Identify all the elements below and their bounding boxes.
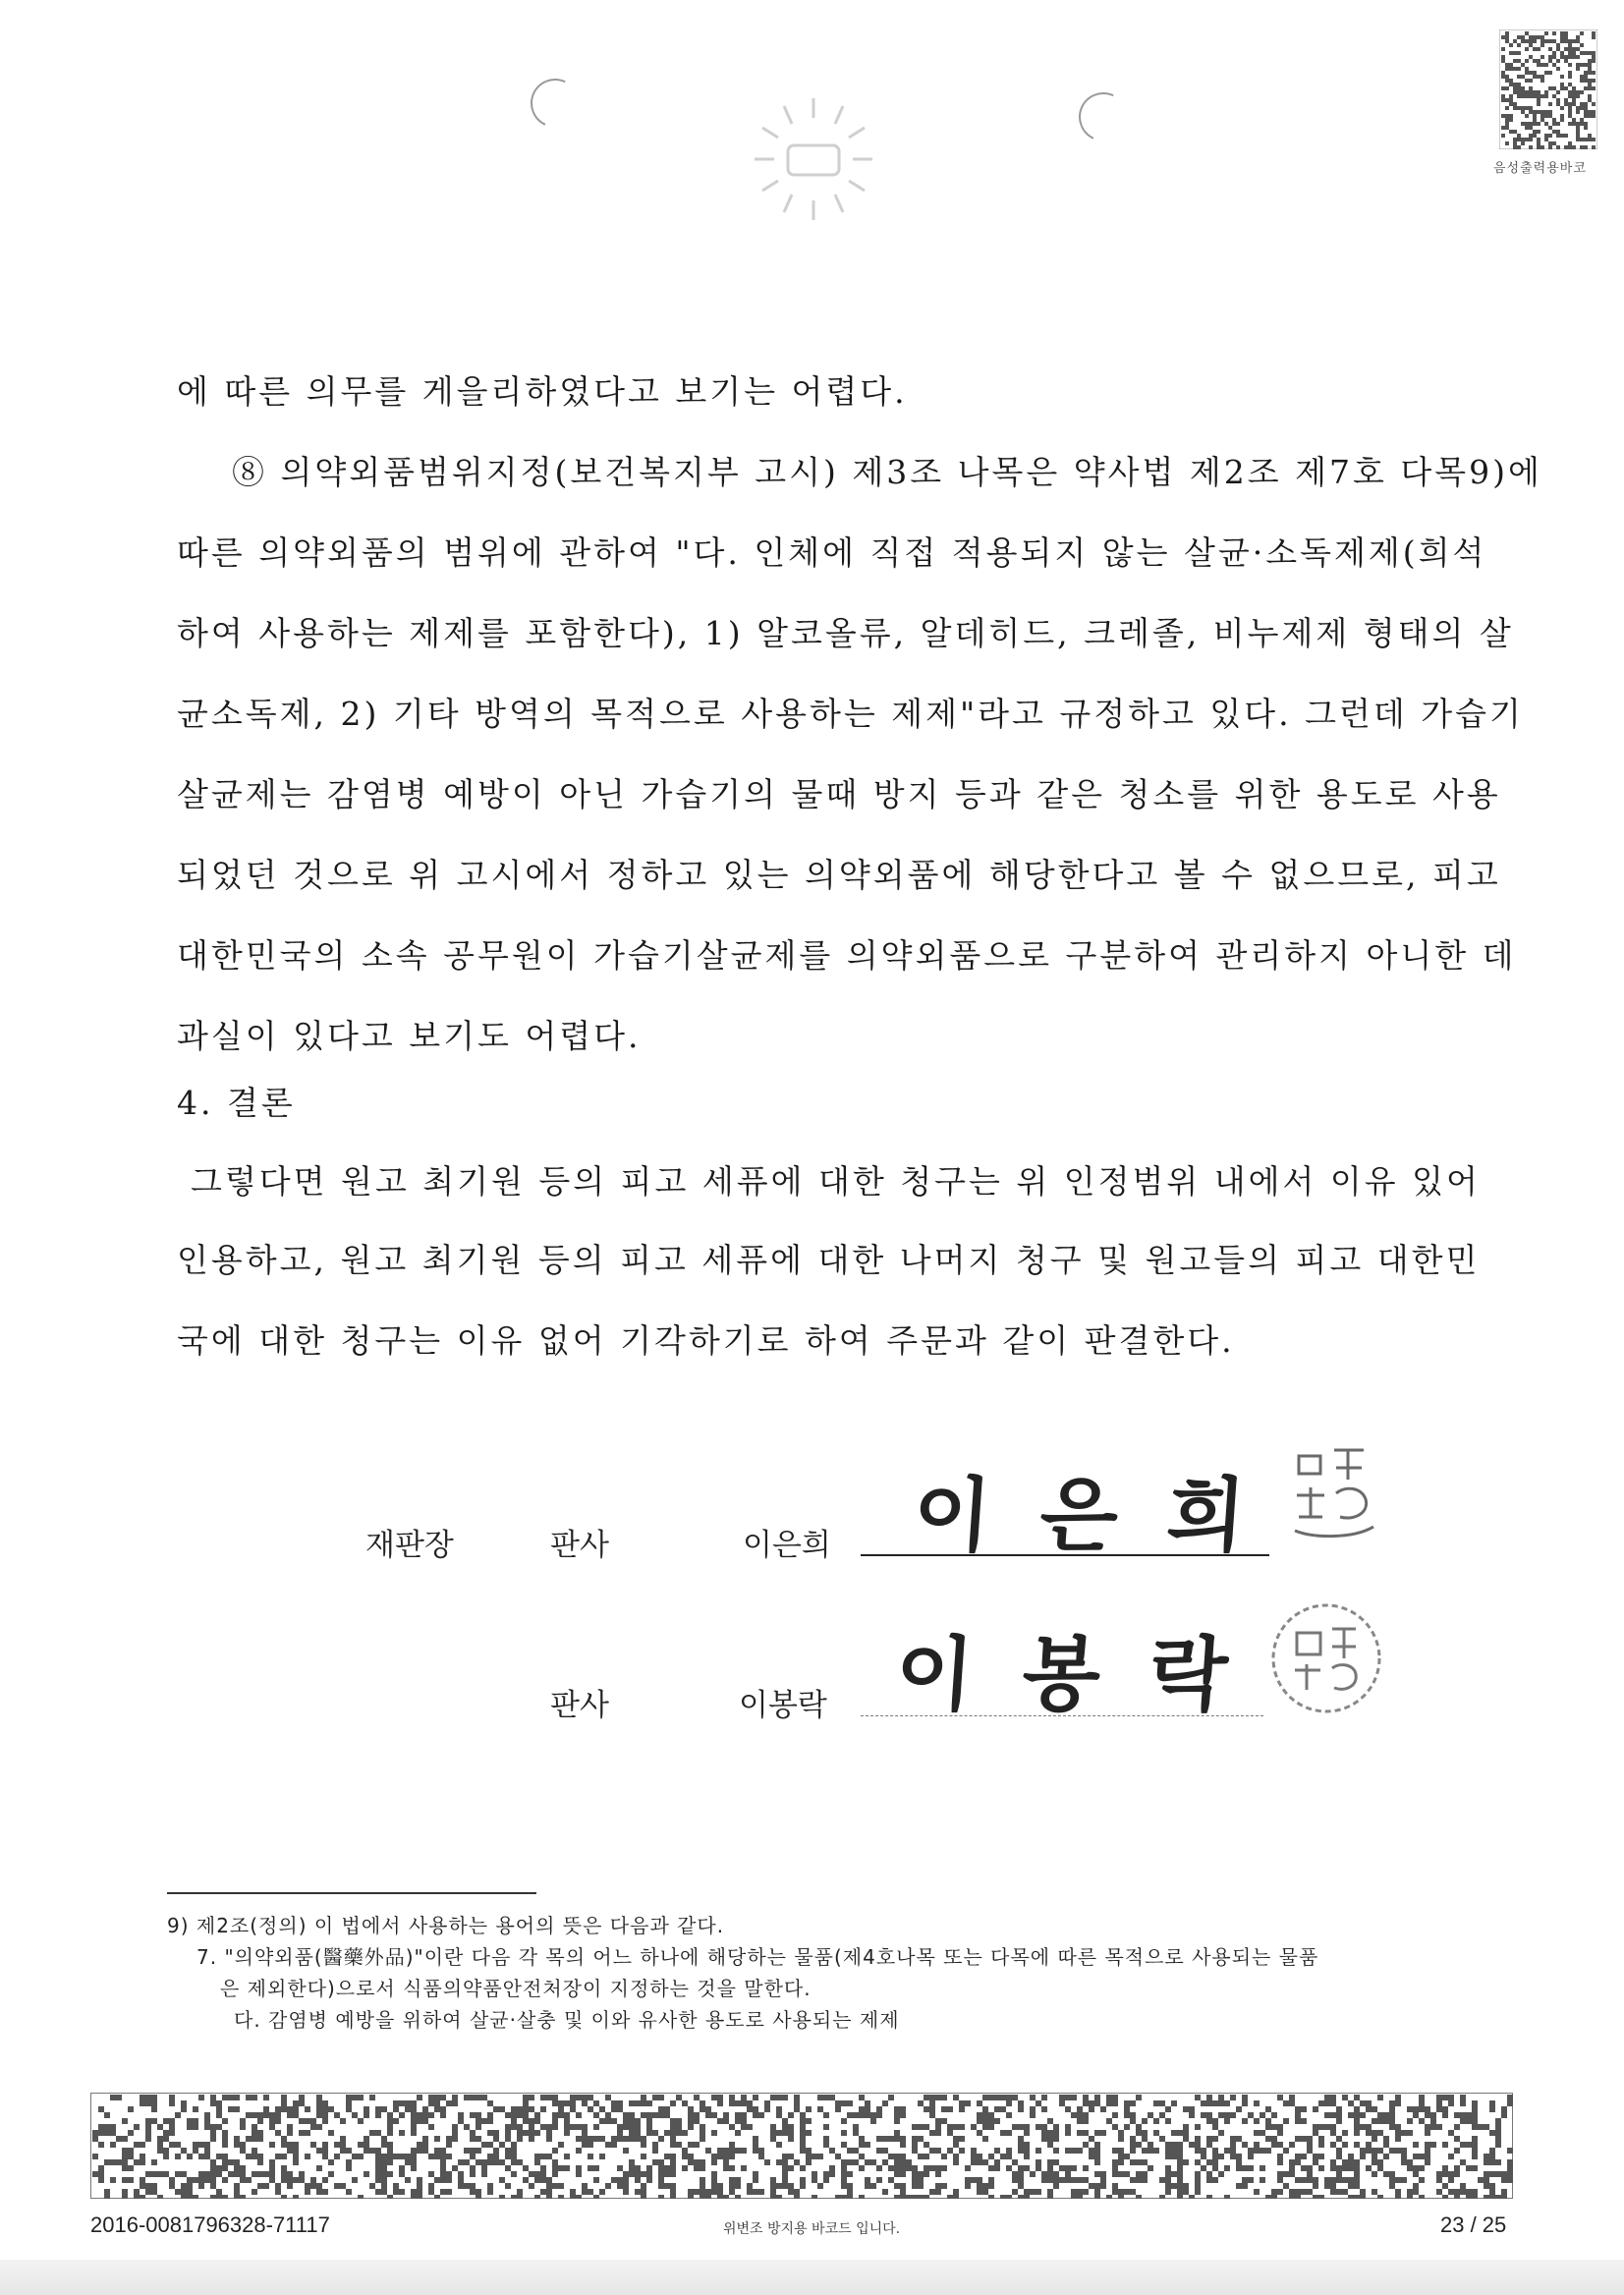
body-line-12: 인용하고, 원고 최기원 등의 피고 세퓨에 대한 나머지 청구 및 원고들의 피고 대한민 bbox=[177, 1241, 1481, 1279]
signature-line-2 bbox=[861, 1715, 1263, 1716]
document-id: 2016-0081796328-71117 bbox=[90, 2212, 330, 2237]
barcode-notice: 위변조 방지용 바코드 입니다. bbox=[723, 2221, 901, 2237]
body-line-8: 대한민국의 소속 공무원이 가습기살균제를 의약외품으로 구분하여 관리하지 아니한 데 bbox=[177, 936, 1517, 975]
footnote-line-2: 7. "의약외품(醫藥外品)"이란 다음 각 목의 어느 하나에 해당하는 물품(제4호나목 또는 다목에 따른 목적으로 사용되는 물품 bbox=[196, 1945, 1319, 1969]
court-emblem-watermark bbox=[745, 88, 882, 236]
body-line-1: 에 따른 의무를 게을리하였다고 보기는 어렵다. bbox=[177, 372, 908, 411]
body-line-7: 되었던 것으로 위 고시에서 정하고 있는 의약외품에 해당한다고 볼 수 없으므로, 피고 bbox=[177, 856, 1501, 894]
body-line-6: 살균제는 감염병 예방이 아닌 가습기의 물때 방지 등과 같은 청소를 위한 용도로 사용 bbox=[177, 775, 1501, 813]
footnote-separator bbox=[167, 1892, 536, 1894]
signature-line-1 bbox=[861, 1554, 1269, 1556]
footnote-line-3: 은 제외한다)으로서 식품의약품안전처장이 지정하는 것을 말한다. bbox=[220, 1977, 812, 2000]
scan-edge-shadow bbox=[0, 2260, 1624, 2295]
body-line-2: ⑧ 의약외품범위지정(보건복지부 고시) 제3조 나목은 약사법 제2조 제7호 다목9)에 bbox=[232, 453, 1542, 491]
handwritten-signature-2: 이봉락 bbox=[892, 1629, 1280, 1722]
judge-seal-stamp-2 bbox=[1267, 1599, 1385, 1717]
judge-title-2: 판사 bbox=[550, 1688, 609, 1723]
punch-hole-mark bbox=[524, 72, 587, 135]
judge-name-2: 이봉락 bbox=[739, 1688, 827, 1723]
voice-output-barcode bbox=[1499, 29, 1597, 149]
body-line-3: 따른 의약외품의 범위에 관하여 "다. 인체에 직접 적용되지 않는 살균·소독제제(희석 bbox=[177, 533, 1487, 572]
body-line-11: 그렇다면 원고 최기원 등의 피고 세퓨에 대한 청구는 위 인정범위 내에서 이유 있어 bbox=[191, 1162, 1481, 1201]
handwritten-signature-1: 이은희 bbox=[910, 1470, 1298, 1563]
judge-title-1: 판사 bbox=[550, 1528, 609, 1563]
page-number: 23 / 25 bbox=[1440, 2212, 1507, 2237]
body-line-4: 하여 사용하는 제제를 포함한다), 1) 알코올류, 알데히드, 크레졸, 비누제제 형태의 살 bbox=[177, 614, 1514, 652]
barcode-label: 음성출력용바코 bbox=[1493, 161, 1587, 176]
body-line-13: 국에 대한 청구는 이유 없어 기각하기로 하여 주문과 같이 판결한다. bbox=[177, 1321, 1235, 1360]
judge-seal-stamp-1 bbox=[1285, 1436, 1383, 1542]
punch-hole-mark bbox=[1072, 85, 1135, 148]
footnote-line-4: 다. 감염병 예방을 위하여 살균·살충 및 이와 유사한 용도로 사용되는 제제 bbox=[234, 2008, 900, 2032]
footnote-9: 9) 제2조(정의) 이 법에서 사용하는 용어의 뜻은 다음과 같다. bbox=[167, 1914, 725, 1937]
presiding-judge-title: 재판장 bbox=[365, 1528, 454, 1563]
judge-name-1: 이은희 bbox=[743, 1528, 831, 1563]
section-heading-conclusion: 4. 결론 bbox=[177, 1084, 296, 1122]
anti-forgery-barcode bbox=[90, 2093, 1513, 2199]
body-line-5: 균소독제, 2) 기타 방역의 목적으로 사용하는 제제"라고 규정하고 있다. 그런데 가습기 bbox=[177, 695, 1524, 733]
body-line-9: 과실이 있다고 보기도 어렵다. bbox=[177, 1017, 642, 1055]
